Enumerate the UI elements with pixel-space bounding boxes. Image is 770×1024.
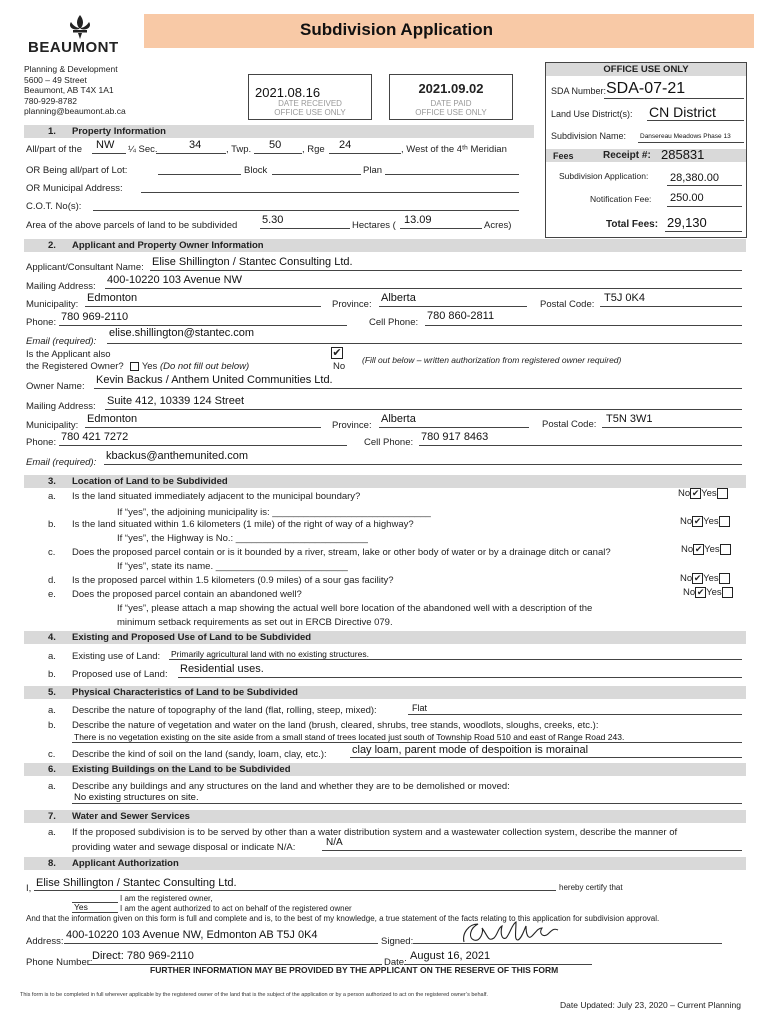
sda-underline bbox=[604, 98, 744, 99]
postal-value[interactable]: T5J 0K4 bbox=[604, 292, 645, 304]
municipality-label: Municipality: bbox=[26, 299, 79, 310]
address-line: planning@beaumont.ab.ca bbox=[24, 106, 126, 116]
check-mark-icon: ✔ bbox=[691, 488, 700, 498]
area-value[interactable]: 5.30 bbox=[262, 214, 284, 226]
address-line: Planning & Development bbox=[24, 64, 118, 74]
is-applicant-line-1: Is the Applicant also bbox=[26, 349, 111, 360]
q5a-label: Describe the nature of topography of the land (flat, rolling, steep, mixed): bbox=[72, 705, 377, 716]
statement-text: And that the information given on this form is full and complete and is, to the best of my knowledge, a true statement of the facts relating to this application for subdivision approval. bbox=[26, 914, 660, 923]
no-note: (Fill out below – written authorization from registered owner required) bbox=[362, 355, 622, 365]
owner-label: Owner Name: bbox=[26, 381, 85, 392]
address-value[interactable]: 400-10220 103 Avenue NW, Edmonton AB T5J 0K4 bbox=[66, 929, 318, 941]
yes-checkbox[interactable] bbox=[722, 587, 733, 598]
q3b-letter: b. bbox=[48, 519, 56, 530]
phone-number-label: Phone Number: bbox=[26, 957, 93, 968]
receipt-value: 285831 bbox=[661, 147, 705, 162]
q3d-letter: d. bbox=[48, 575, 56, 586]
plan-label: Plan bbox=[363, 165, 383, 176]
sec-underline bbox=[156, 153, 226, 154]
fleur-de-lis-icon bbox=[64, 14, 96, 40]
subdivision-name-label: Subdivision Name: bbox=[551, 131, 627, 141]
no-label: No bbox=[680, 573, 693, 585]
section-1-title: Property Information bbox=[72, 126, 166, 137]
address-underline bbox=[64, 943, 378, 944]
no-checkbox[interactable] bbox=[695, 587, 706, 598]
q3d-text: Is the proposed parcel within 1.5 kilometers (0.9 miles) of a sour gas facility? bbox=[72, 575, 394, 586]
application-fee-value: 28,380.00 bbox=[670, 172, 719, 184]
q3b-text: Is the land situated within 1.6 kilometers (1 mile) of the right of way of a highway? bbox=[72, 519, 414, 530]
lot-label: OR Being all/part of Lot: bbox=[26, 165, 128, 176]
agent-value[interactable]: Yes bbox=[74, 902, 88, 912]
section-4-title: Existing and Proposed Use of Land to be Subdivided bbox=[72, 632, 312, 643]
q6a-letter: a. bbox=[48, 781, 56, 792]
phone-value[interactable]: 780 969-2110 bbox=[61, 311, 129, 323]
q3e-sub: If “yes”, please attach a map showing the actual well bore location of the abandoned well with a description of the bbox=[117, 603, 593, 614]
certify-label: hereby certify that bbox=[559, 883, 623, 892]
owner-mailing-underline bbox=[105, 409, 742, 410]
q7a-label-1: If the proposed subdivision is to be served by other than a water distribution system and a wastewater collection system, describe the manner of bbox=[72, 827, 678, 838]
yes-label: Yes bbox=[701, 488, 717, 500]
q5b-letter: b. bbox=[48, 720, 56, 731]
postal-underline bbox=[600, 306, 742, 307]
q5a-value[interactable]: Flat bbox=[412, 703, 428, 713]
owner-email-underline bbox=[104, 464, 742, 465]
i-label: I, bbox=[26, 883, 32, 894]
logo bbox=[22, 14, 140, 56]
yes-checkbox[interactable] bbox=[719, 573, 730, 584]
municipal-address-label: OR Municipal Address: bbox=[26, 183, 123, 194]
yes-note: (Do not fill out below) bbox=[159, 361, 250, 372]
no-label: No bbox=[678, 488, 691, 500]
owner-mailing-value[interactable]: Suite 412, 10339 124 Street bbox=[107, 395, 244, 407]
no-checkbox[interactable] bbox=[693, 544, 704, 555]
district-value: CN District bbox=[649, 104, 716, 120]
q6a-value[interactable]: No existing structures on site. bbox=[74, 792, 199, 803]
owner-cell-underline bbox=[419, 445, 742, 446]
sec-label: ¼ Sec. bbox=[128, 144, 158, 155]
q3a-letter: a. bbox=[48, 491, 56, 502]
owner-postal-value[interactable]: T5N 3W1 bbox=[606, 413, 653, 425]
q5c-underline bbox=[350, 757, 742, 758]
no-label: No bbox=[333, 361, 346, 372]
rge-value[interactable]: 24 bbox=[339, 139, 352, 151]
q3d-answer bbox=[680, 573, 730, 584]
applicant-value[interactable]: Elise Shillington / Stantec Consulting Ltd. bbox=[152, 256, 353, 268]
owner-phone-value[interactable]: 780 421 7272 bbox=[61, 431, 129, 443]
yes-checkbox[interactable] bbox=[719, 516, 730, 527]
block-label: Block bbox=[244, 165, 268, 176]
acres-underline bbox=[400, 228, 482, 229]
q3e-answer bbox=[683, 587, 733, 598]
owner-municipality-underline bbox=[85, 427, 321, 428]
section-3-num: 3. bbox=[48, 476, 56, 487]
authorized-name-value[interactable]: Elise Shillington / Stantec Consulting Ltd. bbox=[36, 877, 237, 889]
yes-label: Yes bbox=[703, 573, 719, 585]
no-checkbox[interactable] bbox=[331, 347, 343, 359]
q4a-value[interactable]: Primarily agricultural land with no existing structures. bbox=[171, 649, 369, 659]
owner-cell-value[interactable]: 780 917 8463 bbox=[421, 431, 489, 443]
section-1-num: 1. bbox=[48, 126, 56, 137]
twp-value[interactable]: 50 bbox=[269, 139, 282, 151]
section-5-num: 5. bbox=[48, 687, 56, 698]
q4b-label: Proposed use of Land: bbox=[72, 669, 168, 680]
rge-label: , Rge bbox=[302, 144, 325, 155]
owner-phone-underline bbox=[59, 445, 347, 446]
q4b-value[interactable]: Residential uses. bbox=[180, 663, 264, 675]
check-mark-icon: ✔ bbox=[694, 544, 703, 554]
q5c-label: Describe the kind of soil on the land (sandy, loam, clay, etc.): bbox=[72, 749, 327, 760]
yes-checkbox[interactable] bbox=[717, 488, 728, 499]
owner-province-value[interactable]: Alberta bbox=[381, 413, 416, 425]
block-field[interactable] bbox=[272, 174, 361, 175]
q6a-underline bbox=[72, 803, 742, 804]
q5c-value[interactable]: clay loam, parent mode of despoition is morainal bbox=[352, 744, 589, 756]
quarter-value[interactable]: NW bbox=[96, 139, 115, 151]
notification-fee-value: 250.00 bbox=[670, 192, 704, 204]
cot-field[interactable] bbox=[93, 210, 519, 211]
allpart-label: All/part of the bbox=[26, 144, 82, 155]
application-fee-label: Subdivision Application: bbox=[559, 171, 649, 181]
q4a-label: Existing use of Land: bbox=[72, 651, 161, 662]
q5a-letter: a. bbox=[48, 705, 56, 716]
cot-label: C.O.T. No(s): bbox=[26, 201, 82, 212]
no-label: No bbox=[683, 587, 696, 599]
hectares-label: Hectares ( bbox=[352, 220, 396, 231]
org-name: BEAUMONT bbox=[28, 39, 119, 56]
signed-label: Signed: bbox=[381, 936, 414, 947]
total-fees-underline bbox=[665, 231, 742, 232]
office-use-title bbox=[546, 63, 746, 76]
quarter-underline bbox=[92, 153, 126, 154]
date-received-box bbox=[248, 74, 372, 120]
receipt-label: Receipt #: bbox=[603, 150, 651, 161]
signature-icon bbox=[458, 918, 562, 950]
check-mark-icon: ✔ bbox=[696, 587, 705, 597]
date-label: Date: bbox=[384, 957, 407, 968]
date-updated: Date Updated: July 23, 2020 – Current Planning bbox=[560, 1000, 741, 1010]
owner-municipality-value[interactable]: Edmonton bbox=[87, 413, 138, 425]
office-use-label: OFFICE USE ONLY bbox=[415, 108, 487, 117]
district-label: Land Use District(s): bbox=[551, 109, 633, 119]
date-paid-label: DATE PAID bbox=[430, 99, 472, 108]
application-fee-underline bbox=[667, 185, 742, 186]
cell-label: Cell Phone: bbox=[369, 317, 419, 328]
no-label: No bbox=[680, 516, 693, 528]
address-block bbox=[24, 64, 126, 117]
province-label: Province: bbox=[332, 299, 372, 310]
section-6-title: Existing Buildings on the Land to be Subdivided bbox=[72, 764, 291, 775]
agent-line-text: I am the agent authorized to act on behalf of the registered owner bbox=[120, 904, 352, 913]
is-applicant-label bbox=[26, 349, 249, 373]
owner-mailing-label: Mailing Address: bbox=[26, 401, 96, 412]
section-4-num: 4. bbox=[48, 632, 56, 643]
plan-field[interactable] bbox=[385, 174, 519, 175]
q3e-text: Does the proposed parcel contain an abandoned well? bbox=[72, 589, 302, 600]
office-use-title-text: OFFICE USE ONLY bbox=[603, 64, 689, 75]
address-line: Beaumont, AB T4X 1A1 bbox=[24, 85, 114, 95]
province-underline bbox=[379, 306, 527, 307]
date-received-value: 2021.08.16 bbox=[255, 85, 321, 100]
twp-label: , Twp. bbox=[226, 144, 252, 155]
section-7-title: Water and Sewer Services bbox=[72, 811, 190, 822]
sda-value: SDA-07-21 bbox=[606, 80, 686, 97]
lot-field[interactable] bbox=[158, 174, 241, 175]
yes-label: Yes bbox=[706, 587, 722, 599]
authorized-name-underline bbox=[34, 890, 556, 891]
phone-underline bbox=[59, 325, 347, 326]
owner-line-text: I am the registered owner, bbox=[120, 894, 213, 903]
total-fees-value: 29,130 bbox=[667, 215, 707, 230]
q3a-sub: If “yes”, the adjoining municipality is: ______________________________ bbox=[117, 507, 431, 518]
yes-checkbox[interactable] bbox=[130, 362, 139, 371]
is-applicant-line-2 bbox=[26, 361, 249, 373]
phone-number-value[interactable]: Direct: 780 969-2110 bbox=[92, 950, 194, 962]
q5c-letter: c. bbox=[48, 749, 56, 760]
acres-label: Acres) bbox=[484, 220, 512, 231]
q6a-label: Describe any buildings and any structures on the land and whether they are to be demolished or moved: bbox=[72, 781, 510, 792]
owner-value[interactable]: Kevin Backus / Anthem United Communities Ltd. bbox=[96, 374, 333, 386]
owner-postal-underline bbox=[602, 427, 742, 428]
date-paid-box bbox=[389, 74, 513, 120]
q3b-sub: If “yes”, the Highway is No.: _________________________ bbox=[117, 533, 368, 544]
rge-underline bbox=[329, 153, 401, 154]
subdivision-name-value: Dansereau Meadows Phase 13 bbox=[640, 133, 731, 140]
check-mark-icon: ✔ bbox=[693, 516, 702, 526]
total-fees-label: Total Fees: bbox=[606, 219, 659, 230]
footer-note: This form is to be completed in full wherever applicable by the registered owner of the land that is the subject of the application or by a person authorized to act on the registered owner’s behalf. bbox=[20, 992, 488, 998]
q7a-underline bbox=[322, 850, 742, 851]
q7a-value[interactable]: N/A bbox=[326, 837, 343, 848]
section-3-title: Location of Land to be Subdivided bbox=[72, 476, 228, 487]
area-underline bbox=[260, 228, 350, 229]
sec-value[interactable]: 34 bbox=[189, 139, 202, 151]
mailing-value[interactable]: 400-10220 103 Avenue NW bbox=[107, 274, 242, 286]
applicant-underline bbox=[150, 270, 742, 271]
cell-underline bbox=[425, 325, 742, 326]
mailing-label: Mailing Address: bbox=[26, 281, 96, 292]
section-5-title: Physical Characteristics of Land to be Subdivided bbox=[72, 687, 298, 698]
owner-municipality-label: Municipality: bbox=[26, 420, 79, 431]
phone-label: Phone: bbox=[26, 317, 57, 328]
applicant-label: Applicant/Consultant Name: bbox=[26, 262, 144, 273]
q3a-answer bbox=[678, 488, 728, 499]
yes-label: Yes bbox=[703, 516, 719, 528]
page-title: Subdivision Application bbox=[300, 20, 493, 39]
q3e-sub2: minimum setback requirements as set out in ERCB Directive 079. bbox=[117, 617, 393, 628]
municipal-address-field[interactable] bbox=[141, 192, 519, 193]
subdivision-name-underline bbox=[638, 142, 744, 143]
further-info-text: FURTHER INFORMATION MAY BE PROVIDED BY THE APPLICANT ON THE RESERVE OF THIS FORM bbox=[150, 965, 559, 975]
district-underline bbox=[647, 120, 744, 121]
section-8-title: Applicant Authorization bbox=[72, 858, 179, 869]
q5b-underline bbox=[72, 742, 742, 743]
province-value[interactable]: Alberta bbox=[381, 292, 416, 304]
notification-fee-underline bbox=[667, 206, 742, 207]
date-value[interactable]: August 16, 2021 bbox=[410, 950, 491, 962]
section-7-num: 7. bbox=[48, 811, 56, 822]
date-paid-value: 2021.09.02 bbox=[418, 81, 484, 96]
notification-fee-label: Notification Fee: bbox=[590, 194, 652, 204]
no-checkbox[interactable] bbox=[692, 573, 703, 584]
yes-checkbox[interactable] bbox=[720, 544, 731, 555]
owner-phone-label: Phone: bbox=[26, 437, 57, 448]
q3c-sub: If “yes”, state its name. _________________________ bbox=[117, 561, 348, 572]
owner-underline bbox=[94, 388, 742, 389]
date-received-label: DATE RECEIVED bbox=[278, 99, 342, 108]
owner-postal-label: Postal Code: bbox=[542, 419, 597, 430]
q3c-answer bbox=[681, 544, 731, 555]
check-mark-icon: ✔ bbox=[693, 573, 702, 583]
q4a-underline bbox=[169, 659, 742, 660]
area-label: Area of the above parcels of land to be subdivided bbox=[26, 220, 238, 231]
address-line: 5600 – 49 Street bbox=[24, 74, 87, 85]
q3a-text: Is the land situated immediately adjacent to the municipal boundary? bbox=[72, 491, 361, 502]
no-checkbox[interactable] bbox=[690, 488, 701, 499]
section-2-num: 2. bbox=[48, 240, 56, 251]
q3c-text: Does the proposed parcel contain or is it bounded by a river, stream, lake or other body of water or by a drainage ditch or canal? bbox=[72, 547, 611, 558]
office-use-label: OFFICE USE ONLY bbox=[274, 108, 346, 117]
agent-underline bbox=[72, 912, 118, 913]
q7a-label-2: providing water and sewage disposal or indicate N/A: bbox=[72, 842, 296, 853]
yes-label: Yes bbox=[704, 544, 720, 556]
mailing-underline bbox=[105, 288, 742, 289]
q5a-underline bbox=[408, 714, 742, 715]
owner-cell-label: Cell Phone: bbox=[364, 437, 414, 448]
q4a-letter: a. bbox=[48, 651, 56, 662]
q7a-letter: a. bbox=[48, 827, 56, 838]
section-8-num: 8. bbox=[48, 858, 56, 869]
email-value[interactable]: elise.shillington@stantec.com bbox=[109, 327, 255, 339]
q5b-value[interactable]: There is no vegetation existing on the site aside from a small stand of trees located just south of Township Road 510 and east of Range Road 243. bbox=[74, 732, 625, 742]
address-label: Address: bbox=[26, 936, 64, 947]
acres-value[interactable]: 13.09 bbox=[404, 214, 432, 226]
twp-underline bbox=[254, 153, 302, 154]
no-checkbox[interactable] bbox=[692, 516, 703, 527]
fees-label: Fees bbox=[553, 151, 574, 161]
check-mark-icon: ✔ bbox=[332, 347, 342, 359]
q5b-label: Describe the nature of vegetation and water on the land (brush, cleared, shrubs, tree stands, woodlots, sloughs, creeks, etc.): bbox=[72, 720, 599, 731]
municipality-underline bbox=[85, 306, 321, 307]
email-label: Email (required): bbox=[26, 336, 97, 347]
email-underline bbox=[107, 343, 742, 344]
owner-email-value[interactable]: kbackus@anthemunited.com bbox=[106, 450, 249, 462]
postal-label: Postal Code: bbox=[540, 299, 595, 310]
meridian-label: , West of the 4ᵗʰ Meridian bbox=[401, 144, 507, 155]
q3e-letter: e. bbox=[48, 589, 56, 600]
q3c-letter: c. bbox=[48, 547, 56, 558]
yes-label: Yes bbox=[141, 361, 158, 372]
section-6-num: 6. bbox=[48, 764, 56, 775]
q3b-answer bbox=[680, 516, 730, 527]
sda-label: SDA Number: bbox=[551, 86, 607, 96]
address-line: 780-929-8782 bbox=[24, 95, 77, 106]
is-applicant-line-2-text: the Registered Owner? bbox=[26, 361, 124, 372]
owner-email-label: Email (required): bbox=[26, 457, 97, 468]
owner-province-label: Province: bbox=[332, 420, 372, 431]
cell-value[interactable]: 780 860-2811 bbox=[427, 310, 495, 322]
owner-province-underline bbox=[379, 427, 529, 428]
q4b-letter: b. bbox=[48, 669, 56, 680]
no-label: No bbox=[681, 544, 694, 556]
q4b-underline bbox=[178, 677, 742, 678]
section-2-title: Applicant and Property Owner Information bbox=[72, 240, 264, 251]
municipality-value[interactable]: Edmonton bbox=[87, 292, 138, 304]
